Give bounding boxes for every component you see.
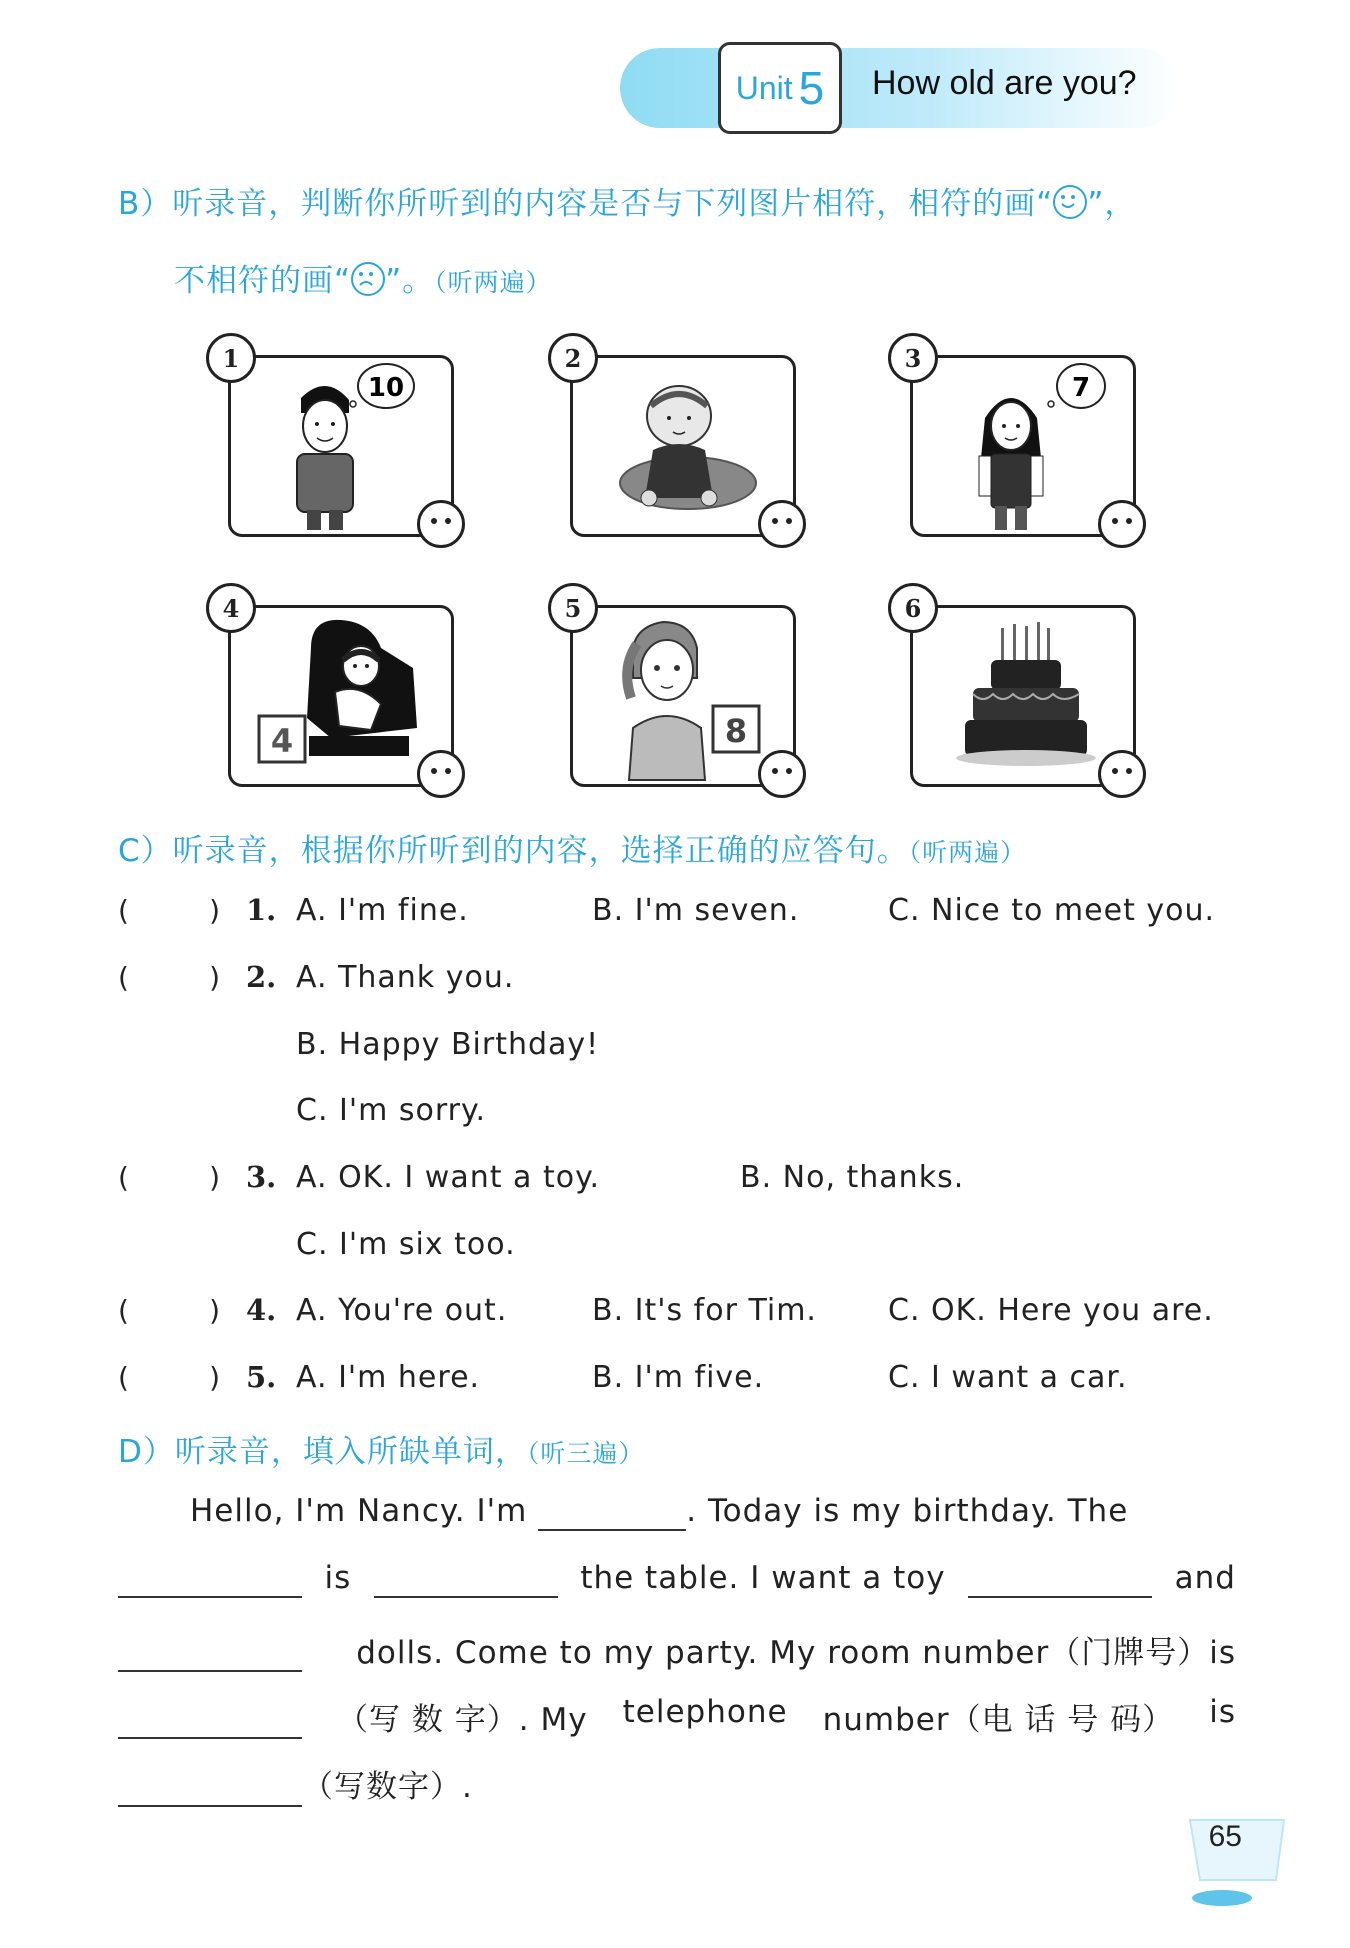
question-4 <box>118 1293 221 1328</box>
question-2 <box>118 960 221 995</box>
passage-text-2b: the table. I want a toy <box>580 1560 946 1596</box>
question-2-option-b: B. Happy Birthday! <box>296 1027 600 1062</box>
answer-blank-5[interactable]: ( ) <box>118 1361 222 1394</box>
section-c-heading <box>118 825 1026 870</box>
question-5-option-a: A. I'm here. <box>296 1360 481 1395</box>
sad-face-icon <box>351 262 385 296</box>
section-b-heading-mid: ”， <box>1087 186 1137 222</box>
fill-blank-4[interactable] <box>968 1560 1152 1598</box>
box-text-5: 8 <box>724 712 748 750</box>
bubble-text-3: 7 <box>1071 373 1091 403</box>
answer-blank-1[interactable]: ( ) <box>118 894 222 927</box>
fill-blank-2[interactable] <box>118 1560 302 1598</box>
section-d-heading-text: D）听录音，填入所缺单词， <box>118 1434 527 1470</box>
page-corner-decoration <box>1180 1800 1300 1920</box>
page-number: 65 <box>1208 1820 1242 1853</box>
question-5-option-b: B. I'm five. <box>592 1360 765 1395</box>
answer-face-6[interactable] <box>1098 750 1146 798</box>
passage-text-2a: is <box>324 1560 352 1596</box>
fill-blank-6[interactable] <box>118 1694 302 1739</box>
passage-text-3: dolls. Come to my party. My room number（门牌号）is <box>356 1635 1236 1671</box>
girl-illustration <box>913 358 1133 534</box>
unit-badge <box>718 42 842 134</box>
question-number-2: 2. <box>246 960 277 994</box>
question-1-option-c: C. Nice to meet you. <box>888 893 1216 928</box>
baby-illustration <box>573 358 793 534</box>
section-c-heading-text: C）听录音，根据你所听到的内容，选择正确的应答句。 <box>118 833 909 869</box>
card-number-4: 4 <box>206 583 256 633</box>
passage-text-4d: is <box>1209 1694 1236 1730</box>
answer-face-4[interactable] <box>417 750 465 798</box>
question-3-option-a: A. OK. I want a toy. <box>296 1160 601 1195</box>
section-d-note: （听三遍） <box>526 1439 645 1468</box>
question-5-option-c: C. I want a car. <box>888 1360 1128 1395</box>
answer-blank-3[interactable]: ( ) <box>118 1161 222 1194</box>
question-1-option-b: B. I'm seven. <box>592 893 800 928</box>
unit-title: How old are you? <box>872 64 1137 102</box>
section-b-heading <box>118 178 1136 223</box>
card-number-1: 1 <box>206 333 256 383</box>
question-4-option-b: B. It's for Tim. <box>592 1293 817 1328</box>
birthday-cake-illustration <box>913 608 1133 784</box>
fill-blank-5[interactable] <box>118 1627 302 1672</box>
question-3 <box>118 1160 221 1195</box>
question-number-4: 4. <box>246 1293 277 1327</box>
section-b-line2 <box>174 255 552 300</box>
passage-text-1a: Hello, I'm Nancy. I'm <box>190 1493 528 1529</box>
passage-line-3 <box>118 1627 1236 1672</box>
answer-face-1[interactable] <box>417 500 465 548</box>
question-number-1: 1. <box>246 893 277 927</box>
answer-face-2[interactable] <box>758 500 806 548</box>
passage-text-1b: . Today is my birthday. The <box>686 1493 1129 1529</box>
bubble-text-1: 10 <box>367 373 405 403</box>
question-1-option-a: A. I'm fine. <box>296 893 469 928</box>
section-c-note: （听两遍） <box>908 838 1027 867</box>
boy-illustration <box>231 358 451 534</box>
answer-blank-2[interactable]: ( ) <box>118 961 222 994</box>
passage-line-2 <box>118 1560 1236 1598</box>
card-number-6: 6 <box>888 583 938 633</box>
section-b-line2-b: ”。 <box>385 263 435 299</box>
unit-word: Unit <box>735 69 793 106</box>
answer-blank-4[interactable]: ( ) <box>118 1294 222 1327</box>
card-number-2: 2 <box>548 333 598 383</box>
question-2-option-c: C. I'm sorry. <box>296 1093 487 1128</box>
question-3-option-c: C. I'm six too. <box>296 1227 516 1262</box>
section-d-heading <box>118 1426 644 1471</box>
sofa-child-illustration <box>231 608 451 784</box>
question-4-option-c: C. OK. Here you are. <box>888 1293 1214 1328</box>
question-4-option-a: A. You're out. <box>296 1293 508 1328</box>
question-number-3: 3. <box>246 1160 277 1194</box>
passage-line-4 <box>118 1694 1236 1739</box>
passage-text-4c: number（电 话 号 码） <box>822 1702 1175 1738</box>
section-b-note: （听两遍） <box>434 268 552 297</box>
answer-face-5[interactable] <box>758 750 806 798</box>
unit-number: 5 <box>798 62 825 114</box>
box-text-4: 4 <box>270 722 294 760</box>
passage-text-4a: （写 数 字）. My <box>337 1702 588 1738</box>
passage-text-5: （写数字）. <box>302 1769 473 1805</box>
fill-blank-3[interactable] <box>374 1560 558 1598</box>
question-number-5: 5. <box>246 1360 277 1394</box>
question-1 <box>118 893 221 928</box>
smile-face-icon <box>1053 185 1087 219</box>
passage-line-1 <box>190 1493 1128 1531</box>
question-2-option-a: A. Thank you. <box>296 960 515 995</box>
fill-blank-7[interactable] <box>118 1769 302 1807</box>
question-5 <box>118 1360 221 1395</box>
fill-blank-1[interactable] <box>538 1493 686 1531</box>
question-3-option-b: B. No, thanks. <box>740 1160 965 1195</box>
card-number-5: 5 <box>548 583 598 633</box>
passage-text-4b: telephone <box>622 1694 788 1730</box>
ponytail-girl-illustration <box>573 608 793 784</box>
answer-face-3[interactable] <box>1098 500 1146 548</box>
passage-line-5 <box>118 1761 473 1807</box>
passage-text-2c: and <box>1174 1560 1236 1596</box>
section-b-heading-text: B）听录音，判断你所听到的内容是否与下列图片相符，相符的画“ <box>118 186 1054 222</box>
card-number-3: 3 <box>888 333 938 383</box>
section-b-line2-a: 不相符的画“ <box>174 263 352 299</box>
